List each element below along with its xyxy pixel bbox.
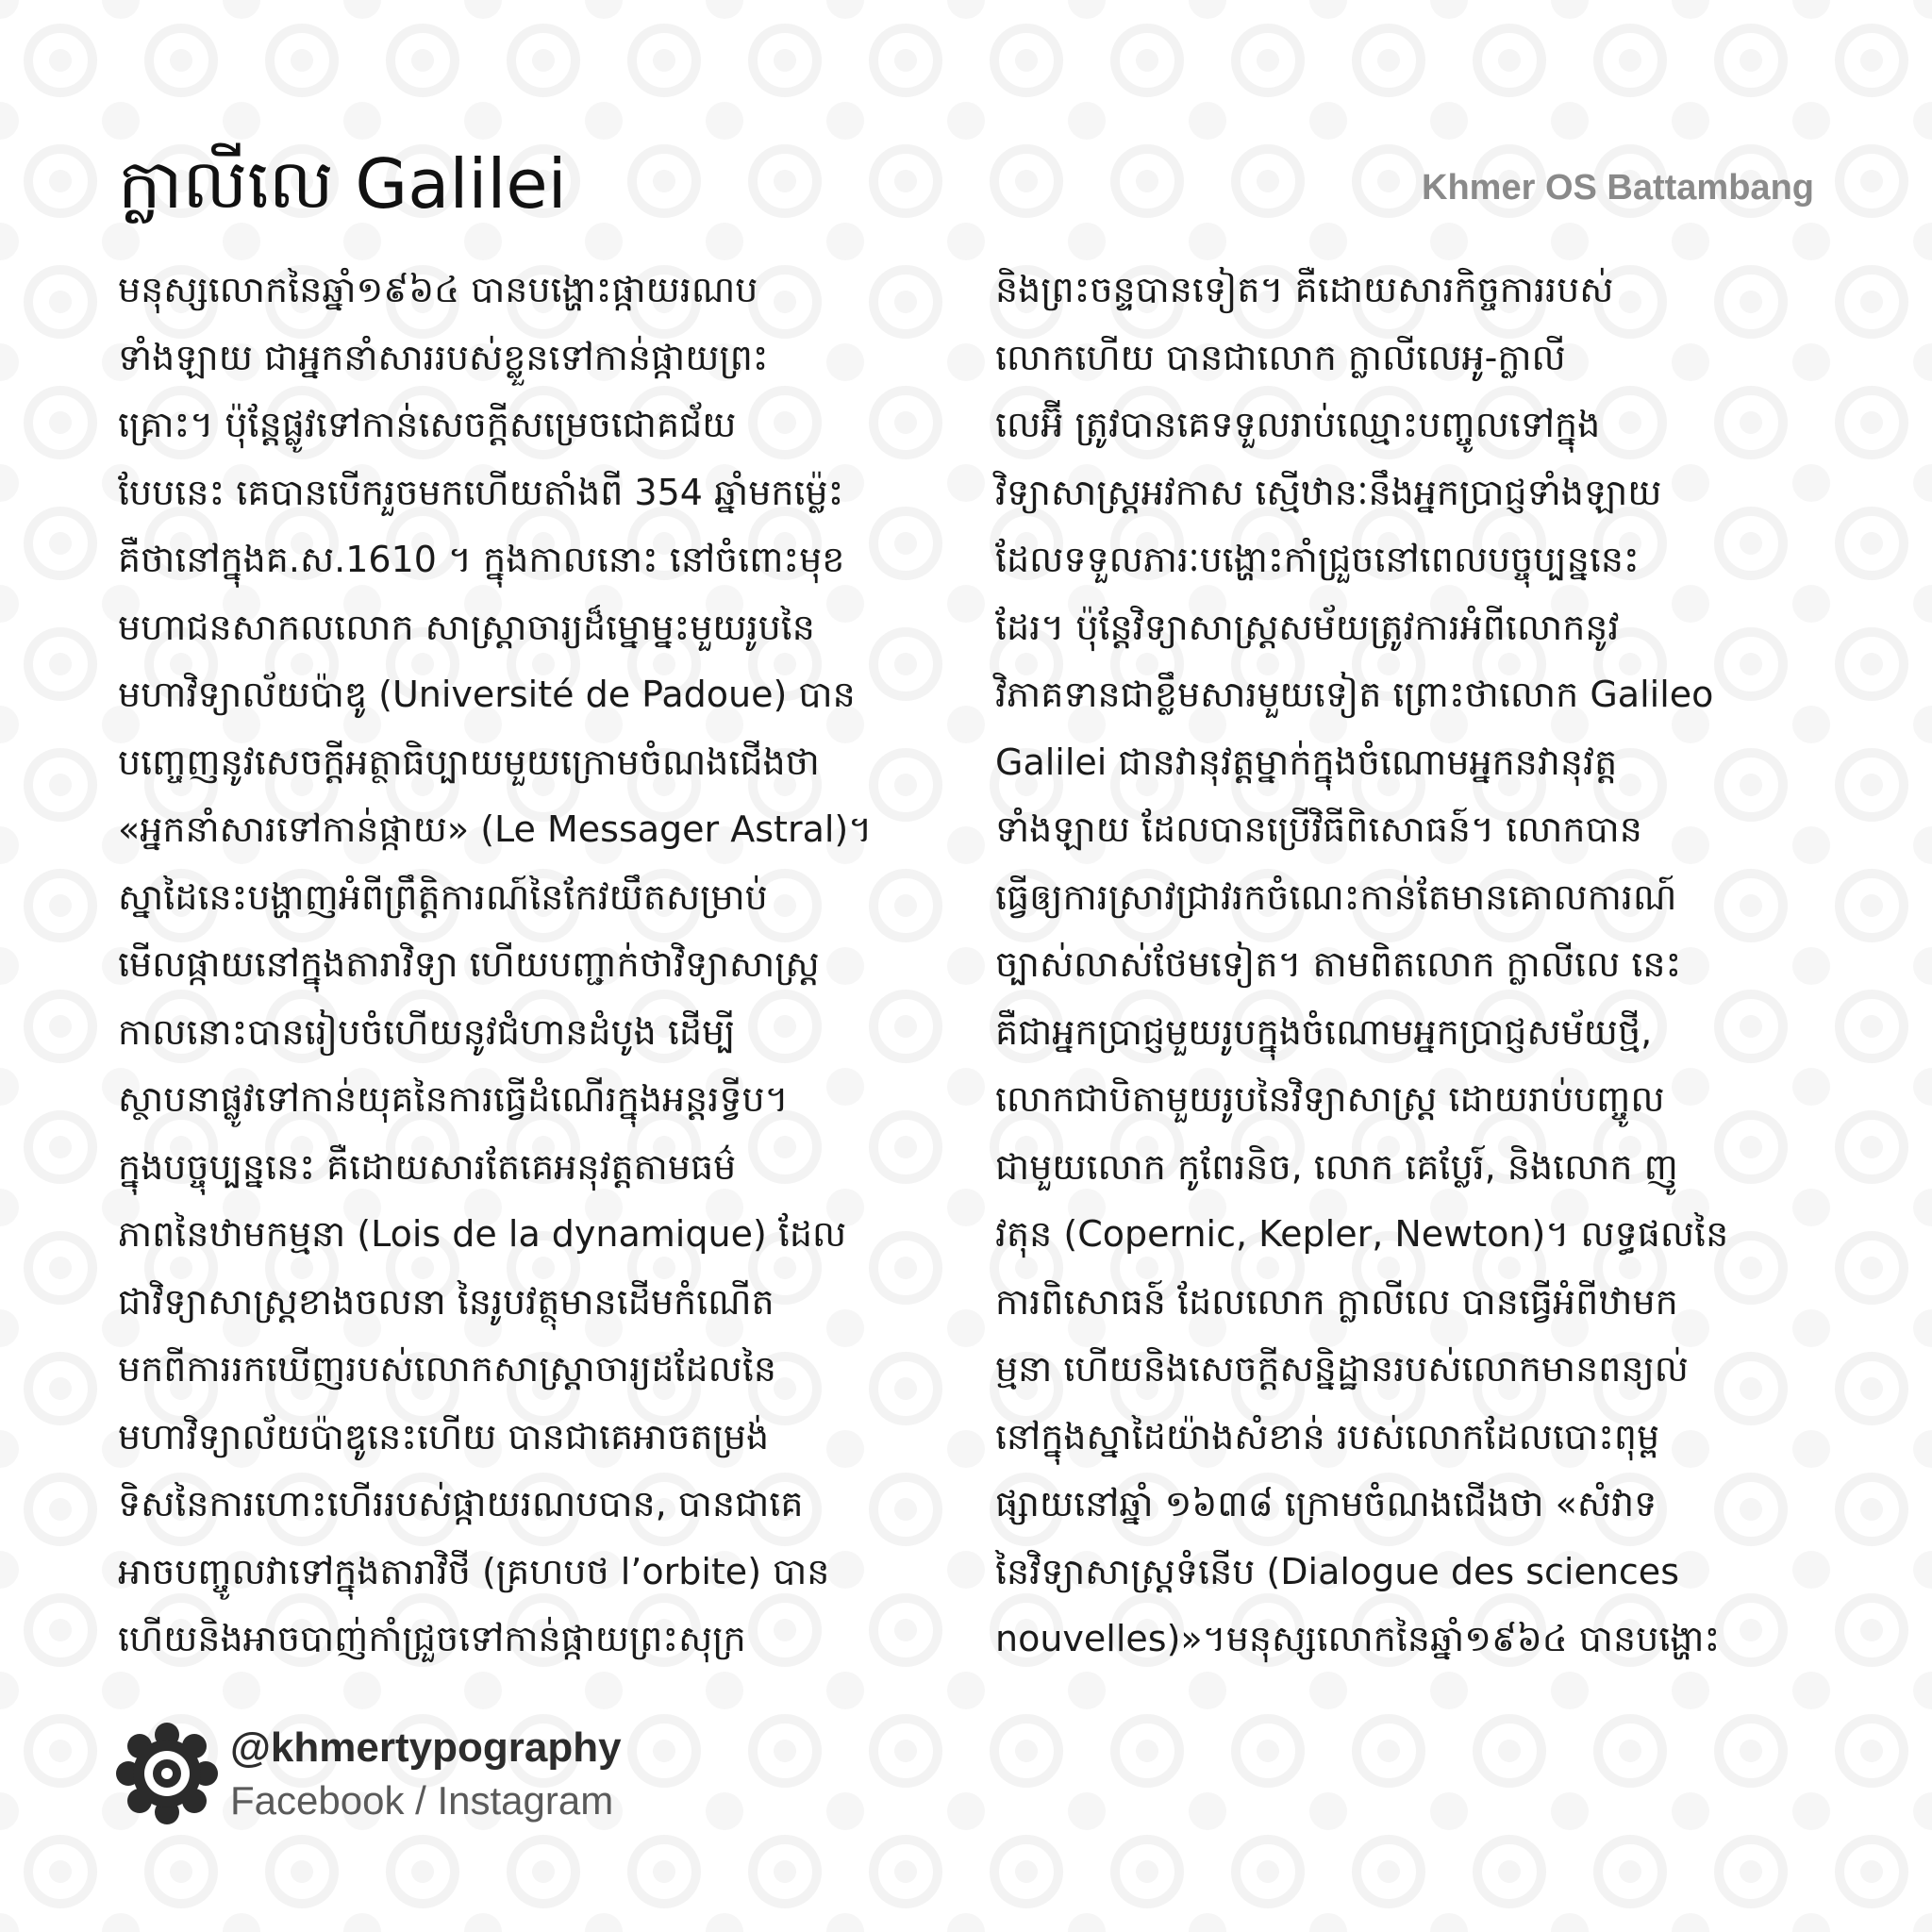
paragraph-line-right: នៅក្នុងស្នាដៃយ៉ាងសំខាន់ របស់លោកដែលបោះពុម្ព bbox=[995, 1415, 1660, 1457]
paragraph-line-left: ទាំងឡាយ ជាអ្នកនាំសាររបស់ខ្លួនទៅកាន់ផ្កាយព្រះ bbox=[118, 336, 769, 378]
paragraph-line-right: ទាំងឡាយ ដែលបានប្រើវិធីពិសោធន៍។ លោកបាន bbox=[995, 808, 1642, 850]
paragraph-line-right: លោកជាបិតាមួយរូបនៃវិទ្យាសាស្ត្រ ដោយរាប់បញ្ចូល bbox=[995, 1078, 1665, 1120]
page-title: ក្លាលីលេ Galilei bbox=[118, 144, 567, 224]
khmer-typography-logo-icon bbox=[115, 1722, 219, 1825]
paragraph-line-right: ម្មនា ហើយនិងសេចក្តីសន្និដ្ឋានរបស់លោកមានពន្យល់ bbox=[995, 1348, 1689, 1390]
paragraph-line-left: មនុស្សលោកនៃឆ្នាំ១៩៦៤ បានបង្ហោះផ្កាយរណប bbox=[118, 269, 758, 310]
text-column-right bbox=[995, 257, 1816, 1674]
paragraph-line-left: កាលនោះបានរៀបចំហើយនូវជំហានដំបូង ដើម្បី bbox=[118, 1010, 736, 1053]
paragraph-line-right: លោកហើយ បានជាលោក ក្លាលីលេអូ-ក្លាលី bbox=[995, 336, 1566, 378]
paragraph-line-right: nouvelles)»។មនុស្សលោកនៃឆ្នាំ១៩៦៤ បានបង្ហោះ bbox=[995, 1618, 1721, 1659]
paragraph-line-right: លេអ៊ី ត្រូវបានគេទទួលរាប់ឈ្មោះបញ្ចូលទៅក្នុង bbox=[995, 404, 1601, 445]
font-name-label: Khmer OS Battambang bbox=[1422, 168, 1814, 208]
paragraph-line-right: ការពិសោធន៍ ដែលលោក ក្លាលីលេ បានធ្វើអំពីឋាមក bbox=[995, 1280, 1678, 1323]
paragraph-line-left: ទិសនៃការហោះហើររបស់ផ្កាយរណបបាន, បានជាគេ bbox=[118, 1483, 804, 1524]
paragraph-line-left: ស្ថាបនាផ្លូវទៅកាន់យុគនៃការធ្វើដំណើរក្នុងអន្តរទ្វីប។ bbox=[118, 1078, 789, 1120]
paragraph-line-left: គ្រោះ។ ប៉ុន្តែផ្លូវទៅកាន់សេចក្តីសម្រេចជោគជ័យ bbox=[118, 404, 737, 445]
paragraph-line-left: មកពីការរកឃើញរបស់លោកសាស្ត្រាចារ្យដដែលនៃ bbox=[118, 1348, 777, 1390]
paragraph-line-right: ជាមួយលោក កូពែរនិច, លោក គេប្លែរ៍, និងលោក ញូ bbox=[995, 1145, 1678, 1188]
social-handle[interactable]: @khmertypography bbox=[230, 1724, 622, 1771]
paragraph-line-right: វិទ្យាសាស្ត្រអវកាស ស្មើឋានៈនឹងអ្នកប្រាជ្ញទាំងឡាយ bbox=[995, 471, 1662, 513]
paragraph-line-right: Galilei ជានវានុវត្តម្នាក់ក្នុងចំណោមអ្នកនវានុវត្ត bbox=[995, 741, 1618, 783]
paragraph-line-left: គឺថានៅក្នុងគ.ស.1610 ។ ក្នុងកាលនោះ នៅចំពោះមុខ bbox=[118, 539, 845, 580]
paragraph-line-right: ធ្វើឲ្យការស្រាវជ្រាវរកចំណេះកាន់តែមានគោលការណ៍ bbox=[995, 875, 1677, 918]
paragraph-line-left: «អ្នកនាំសារទៅកាន់ផ្កាយ» (Le Messager Astral)។ bbox=[118, 808, 873, 850]
paragraph-line-left: បញ្ចេញនូវសេចក្តីអត្ថាធិប្បាយមួយក្រោមចំណងជើងថា bbox=[118, 741, 820, 783]
paragraph-line-left: បែបនេះ គេបានបើករួចមកហើយតាំងពី 354 ឆ្នាំមកម្ល៉េះ bbox=[118, 471, 844, 513]
paragraph-line-left: ជាវិទ្យាសាស្ត្រខាងចលនា នៃរូបវត្ថុមានដើមកំណើត bbox=[118, 1280, 774, 1323]
paragraph-line-left: ស្នាដៃនេះបង្ហាញអំពីព្រឹត្តិការណ៍នៃកែវយឹតសម្រាប់ bbox=[118, 875, 768, 918]
text-column-left bbox=[118, 257, 939, 1674]
paragraph-line-left: មហាវិទ្យាល័យប៉ាឌូនេះហើយ បានជាគេអាចតម្រង់ bbox=[118, 1415, 770, 1457]
paragraph-line-left: អាចបញ្ចូលវាទៅក្នុងតារាវិថី (គ្រហបថ l’orbite) បាន bbox=[118, 1550, 830, 1592]
paragraph-line-left: មើលផ្កាយនៅក្នុងតារាវិទ្យា ហើយបញ្ជាក់ថាវិទ្យាសាស្ត្រ bbox=[118, 943, 820, 985]
paragraph-line-left: មហាវិទ្យាល័យប៉ាឌូ (Université de Padoue) បាន bbox=[118, 674, 856, 715]
paragraph-line-right: ដែរ។ ប៉ុន្តែវិទ្យាសាស្ត្រសម័យត្រូវការអំពីលោកនូវ bbox=[995, 606, 1620, 648]
paragraph-line-right: វិភាគទានជាខ្លឹមសារមួយទៀត ព្រោះថាលោក Galileo bbox=[995, 674, 1714, 715]
paragraph-line-left: ក្នុងបច្ចុប្បន្ននេះ គឺដោយសារតែគេអនុវត្តតាមធម៌ bbox=[118, 1145, 737, 1188]
paragraph-line-left: មហាជនសាកលលោក សាស្ត្រាចារ្យដ៏ម្នោម្នះមួយរូបនៃ bbox=[118, 606, 815, 648]
paragraph-line-left: ហើយនិងអាចបាញ់កាំជ្រួចទៅកាន់ផ្កាយព្រះសុក្រ bbox=[118, 1618, 746, 1659]
paragraph-line-right: ផ្សាយនៅឆ្នាំ ១៦៣៨ ក្រោមចំណងជើងថា «សំវាទ bbox=[995, 1483, 1657, 1524]
social-platforms: Facebook / Instagram bbox=[230, 1778, 614, 1823]
paragraph-line-right: គឺជាអ្នកប្រាជ្ញមួយរូបក្នុងចំណោមអ្នកប្រាជ្ញសម័យថ្មី, bbox=[995, 1010, 1653, 1053]
paragraph-line-right: នៃវិទ្យាសាស្ត្រទំនើប (Dialogue des sciences bbox=[995, 1550, 1679, 1592]
paragraph-line-right: ដែលទទួលភារៈបង្ហោះកាំជ្រួចនៅពេលបច្ចុប្បន្ននេះ bbox=[995, 539, 1640, 580]
paragraph-line-right: វតុន (Copernic, Kepler, Newton)។ លទ្ធផលនៃ bbox=[995, 1213, 1729, 1255]
paragraph-line-right: ច្បាស់លាស់ថែមទៀត។ តាមពិតលោក ក្លាលីលេ នេះ bbox=[995, 943, 1682, 985]
paragraph-line-right: និងព្រះចន្ទបានទៀត។ គឺដោយសារកិច្ចការរបស់ bbox=[995, 269, 1614, 310]
paragraph-line-left: ភាពនៃឋាមកម្មនា (Lois de la dynamique) ដែល bbox=[118, 1213, 847, 1255]
